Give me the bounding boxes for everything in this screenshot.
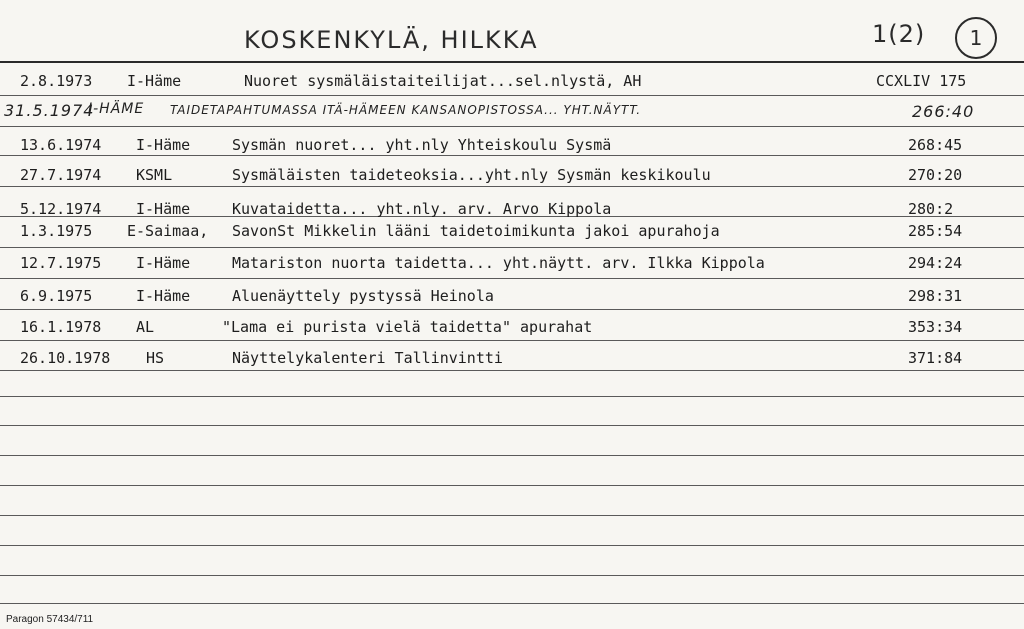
ruled-line [0,485,1024,486]
circled-card-number-text: 1 [969,26,983,50]
ruled-line [0,186,1024,187]
ruled-line [0,575,1024,576]
entry-text: Sysmän nuoret... yht.nly Yhteiskoulu Sysmä [232,136,612,154]
entry-date: 16.1.1978 [20,318,102,336]
ruled-line [0,309,1024,310]
entry-source: E-Saimaa, [127,222,209,240]
entry-ref: CCXLIV 175 [876,72,967,90]
entry-ref: 280:2 [908,200,954,218]
entry-ref: 353:34 [908,318,963,336]
entry-ref: 298:31 [908,287,963,305]
entry-date: 2.8.1973 [20,72,93,90]
ruled-line [0,95,1024,96]
page-reference: 1(2) [872,20,926,48]
ruled-line [0,425,1024,426]
entry-source: I-HÄME [88,101,145,117]
entry-text: Matariston nuorta taidetta... yht.näytt. arv. Ilkka Kippola [232,254,765,272]
entry-text: "Lama ei purista vielä taidetta" apurahat [222,318,593,336]
entry-source: I-Häme [136,287,191,305]
entry-ref: 270:20 [908,166,963,184]
ruled-line [0,545,1024,546]
entry-source: AL [136,318,155,336]
entry-text: Näyttelykalenteri Tallinvintti [232,349,503,367]
entry-source: KSML [136,166,173,184]
ruled-line [0,126,1024,127]
entry-source: I-Häme [127,72,182,90]
entry-ref: 266:40 [912,102,975,121]
entry-text: Aluenäyttely pystyssä Heinola [232,287,494,305]
entry-source: I-Häme [136,200,191,218]
ruled-line [0,278,1024,279]
entry-text: Nuoret sysmäläistaiteilijat...sel.nlystä, AH [244,72,642,90]
entry-source: I-Häme [136,254,191,272]
entry-ref: 268:45 [908,136,963,154]
ruled-line [0,455,1024,456]
print-mark: Paragon 57434/711 [6,614,94,625]
entry-text: Kuvataidetta... yht.nly. arv. Arvo Kippola [232,200,612,218]
circled-card-number [955,17,997,59]
entry-date: 12.7.1975 [20,254,102,272]
ruled-line [0,340,1024,341]
entry-text: TAIDETAPAHTUMASSA ITÄ-HÄMEEN KANSANOPISTOSSA... YHT.NÄYTT. [170,103,642,117]
ruled-line [0,155,1024,156]
entry-date: 31.5.1974 [4,101,95,120]
entry-date: 5.12.1974 [20,200,102,218]
entry-date: 27.7.1974 [20,166,102,184]
ruled-line [0,247,1024,248]
ruled-line [0,603,1024,604]
ruled-line [0,370,1024,371]
entry-date: 6.9.1975 [20,287,93,305]
entry-date: 13.6.1974 [20,136,102,154]
entry-ref: 285:54 [908,222,963,240]
ruled-line [0,396,1024,397]
entry-ref: 294:24 [908,254,963,272]
entry-date: 26.10.1978 [20,349,111,367]
entry-date: 1.3.1975 [20,222,93,240]
entry-ref: 371:84 [908,349,963,367]
entry-source: I-Häme [136,136,191,154]
header-rule [0,61,1024,63]
ruled-line [0,515,1024,516]
entry-source: HS [146,349,165,367]
card-title-name: KOSKENKYLÄ, HILKKA [244,26,539,54]
entry-text: SavonSt Mikkelin lääni taidetoimikunta jakoi apurahoja [232,222,720,240]
entry-text: Sysmäläisten taideteoksia...yht.nly Sysmän keskikoulu [232,166,711,184]
